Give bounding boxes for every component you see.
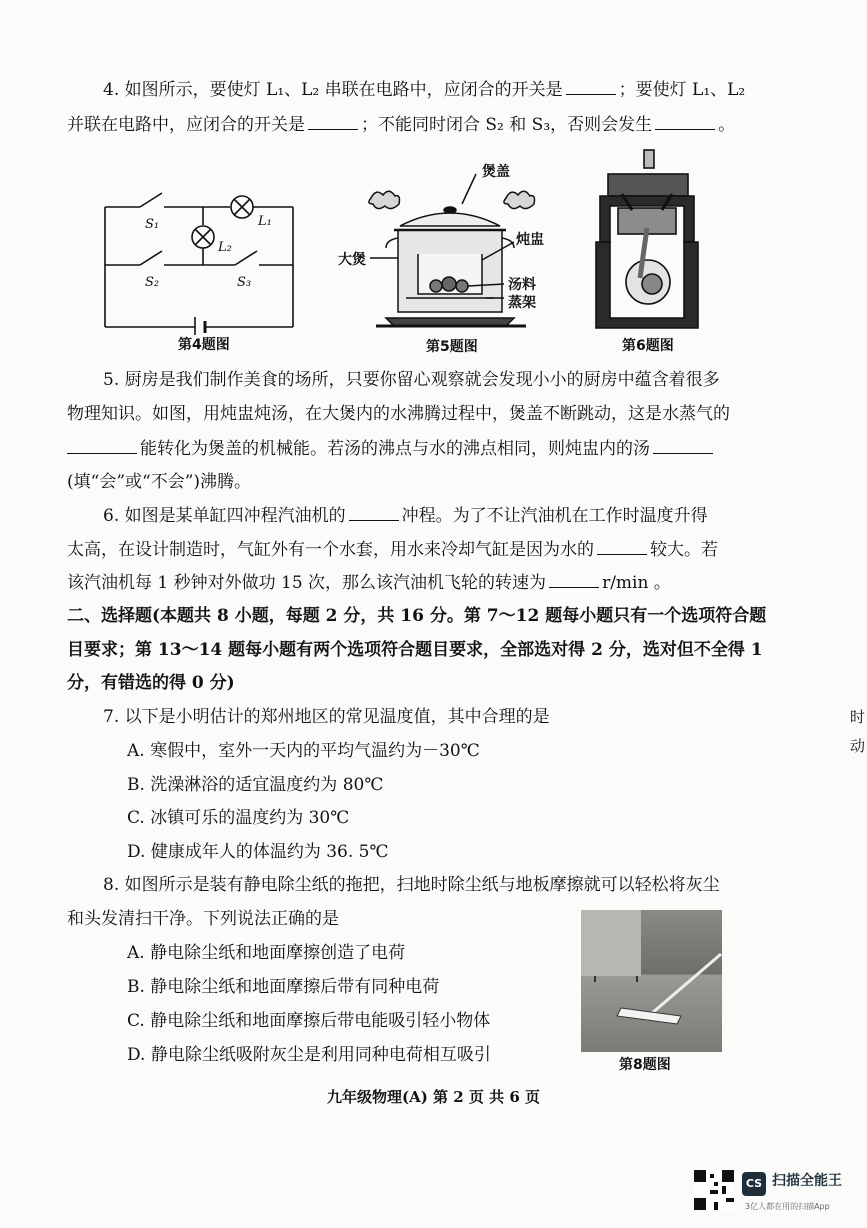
q5-blank-2	[653, 437, 713, 454]
q8-option-c: C. 静电除尘纸和地面摩擦后带电能吸引轻小物体	[127, 1011, 491, 1031]
q7-stem: 7. 以下是小明估计的郑州地区的常见温度值，其中合理的是	[103, 707, 550, 727]
label-pot: 大煲	[338, 252, 366, 268]
circuit-diagram	[100, 185, 300, 335]
q4-line2: 并联在电路中，应闭合的开关是 ；不能同时闭合 S₂ 和 S₃，否则会发生 。	[67, 115, 736, 135]
q5-line4: (填“会”或“不会”)沸腾。	[67, 472, 252, 492]
q8-option-b: B. 静电除尘纸和地面摩擦后带有同种电荷	[127, 977, 440, 997]
edge-text-1: 时	[849, 708, 865, 726]
q8-option-a: A. 静电除尘纸和地面摩擦创造了电荷	[127, 943, 406, 963]
label-soup: 汤料	[508, 277, 536, 293]
label-l2: L₂	[218, 240, 232, 255]
label-bowl: 炖盅	[516, 232, 544, 248]
q6-blank-1	[349, 504, 399, 521]
section2-line2: 目要求；第 13～14 题每小题有两个选项符合题目要求，全部选对得 2 分，选对但不全得 1	[67, 640, 763, 660]
scanner-logo: CS	[742, 1172, 766, 1196]
label-s2: S₂	[145, 275, 160, 290]
mop-illustration	[581, 910, 722, 1052]
q5-blank-1	[67, 437, 137, 454]
q4-blank-3	[655, 113, 715, 130]
q6-blank-3	[549, 571, 599, 588]
scanner-title: 扫描全能王	[772, 1173, 842, 1189]
q4-blank-1	[566, 78, 616, 95]
section2-line1: 二、选择题(本题共 8 小题，每题 2 分，共 16 分。第 7～12 题每小题只有一个选项符合题	[67, 606, 767, 626]
q7-option-c: C. 冰镇可乐的温度约为 30℃	[127, 808, 350, 828]
section2-line3: 分，有错选的得 0 分)	[67, 673, 235, 693]
mop-photo	[581, 910, 722, 1052]
q5-line1: 5. 厨房是我们制作美食的场所，只要你留心观察就会发现小小的厨房中蕴含着很多	[103, 370, 720, 390]
q7-option-b: B. 洗澡淋浴的适宜温度约为 80℃	[127, 775, 384, 795]
q4-line1: 4. 如图所示，要使灯 L₁、L₂ 串联在电路中，应闭合的开关是 ；要使灯 L₁、L₂	[103, 80, 746, 100]
fig8-caption: 第8题图	[619, 1057, 671, 1073]
label-l1: L₁	[258, 214, 272, 229]
q8-option-d: D. 静电除尘纸吸附灰尘是利用同种电荷相互吸引	[127, 1045, 491, 1065]
q6-line2: 太高，在设计制造时，气缸外有一个水套，用水来冷却气缸是因为水的 较大。若	[67, 540, 718, 560]
q5-line2: 物理知识。如图，用炖盅炖汤，在大煲内的水沸腾过程中，煲盖不断跳动，这是水蒸气的	[67, 404, 730, 424]
steamer-diagram	[336, 158, 566, 334]
q8-line1: 8. 如图所示是装有静电除尘纸的拖把，扫地时除尘纸与地板摩擦就可以轻松将灰尘	[103, 875, 720, 895]
q6-line3: 该汽油机每 1 秒钟对外做功 15 次，那么该汽油机飞轮的转速为 r/min 。	[67, 573, 671, 593]
engine-diagram	[592, 148, 702, 333]
fig4-caption: 第4题图	[178, 337, 230, 353]
label-s1: S₁	[145, 217, 160, 232]
q6-blank-2	[597, 538, 647, 555]
q7-option-d: D. 健康成年人的体温约为 36. 5℃	[127, 842, 389, 862]
q8-line2: 和头发清扫干净。下列说法正确的是	[67, 909, 339, 929]
scanner-subtitle: 3亿人都在用的扫描App	[745, 1202, 830, 1211]
fig5-caption: 第5题图	[426, 339, 478, 355]
q5-line3: 能转化为煲盖的机械能。若汤的沸点与水的沸点相同，则炖盅内的汤	[67, 437, 716, 461]
label-rack: 蒸架	[508, 295, 536, 311]
q4-blank-2	[308, 113, 358, 130]
qr-code-icon	[694, 1170, 734, 1210]
edge-text-2: 动	[849, 737, 865, 755]
label-s3: S₃	[237, 275, 252, 290]
q6-line1: 6. 如图是某单缸四冲程汽油机的 冲程。为了不让汽油机在工作时温度升得	[103, 506, 708, 526]
page-footer: 九年级物理(A) 第 2 页 共 6 页	[326, 1088, 541, 1106]
q7-option-a: A. 寒假中，室外一天内的平均气温约为－30℃	[127, 741, 480, 761]
fig6-caption: 第6题图	[622, 338, 674, 354]
label-lid: 煲盖	[482, 164, 510, 180]
